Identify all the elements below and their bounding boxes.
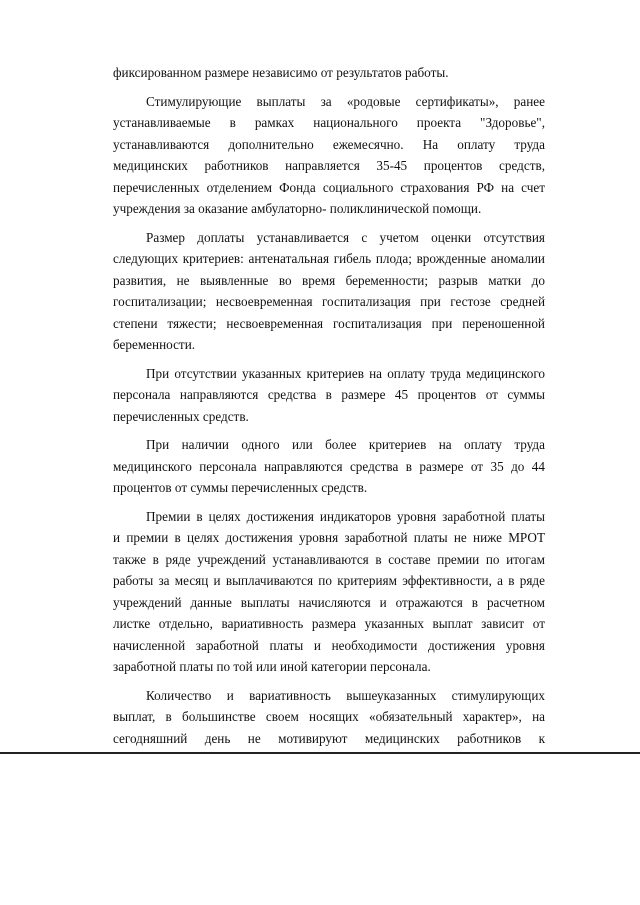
text-line: работы за месяц и выплачиваются по критериям эффективности, а в ряде xyxy=(113,573,545,588)
paragraph-gap xyxy=(113,678,545,685)
text-line: При наличии одного или более критериев на оплату труда xyxy=(146,437,545,452)
text-line: Стимулирующие выплаты за «родовые сертификаты», ранее xyxy=(146,93,545,109)
text-line: степени тяжести; несвоевременная госпитализация при переношенной xyxy=(113,315,545,331)
text-line: выплат, в большинстве своем носящих «обязательный характер», на xyxy=(113,709,545,724)
text-line: Количество и вариативность вышеуказанных стимулирующих xyxy=(146,687,545,703)
text-line: медицинских работников направляется 35-45 процентов средств, xyxy=(113,158,545,173)
paragraph-presence-of-criteria xyxy=(113,434,545,499)
text-line: устанавливаются дополнительно ежемесячно. На оплату труда xyxy=(113,136,545,152)
paragraph-criteria xyxy=(113,227,545,356)
text-line: следующих критериев: антенатальная гибель плода; врожденные аномалии xyxy=(113,251,545,266)
text-line: медицинского персонала направляются средства в размере от 35 до 44 xyxy=(113,458,545,474)
text-line: учреждения за оказание амбулаторно- поликлинической помощи. xyxy=(113,201,482,216)
text-line: процентов от суммы перечисленных средств. xyxy=(113,480,368,495)
text-line: Премии в целях достижения индикаторов уровня заработной платы xyxy=(146,508,545,524)
footer-divider xyxy=(0,752,640,754)
paragraph-variability xyxy=(113,685,545,750)
document-body xyxy=(113,62,545,749)
paragraph-absence-of-criteria xyxy=(113,363,545,428)
text-line: При отсутствии указанных критериев на оплату труда медицинского xyxy=(146,365,545,381)
text-line: учреждений данные выплаты начисляются и отражаются в расчетном xyxy=(113,594,545,610)
paragraph-gap xyxy=(113,356,545,363)
text-line: фиксированном размере независимо от результатов работы. xyxy=(113,65,449,80)
text-line: сегодняшний день не мотивируют медицинских работников к xyxy=(113,730,545,746)
text-line: и премии в целях достижения уровня заработной платы не ниже МРОТ xyxy=(113,530,545,545)
paragraph-birth-certificates xyxy=(113,91,545,220)
text-line: заработной платы по той или иной категории персонала. xyxy=(113,659,431,674)
text-line: госпитализации; несвоевременная госпитализация при гестозе средней xyxy=(113,294,545,309)
text-line: также в ряде учреждений устанавливаются в составе премии по итогам xyxy=(113,551,545,567)
text-line: персонала направляются средства в размере 45 процентов от суммы xyxy=(113,387,545,402)
paragraph-gap xyxy=(113,427,545,434)
paragraph-bonuses xyxy=(113,506,545,678)
text-line: перечисленных средств. xyxy=(113,408,249,424)
paragraph-gap xyxy=(113,499,545,506)
text-line: развития, не выявленные во время беременности; разрыв матки до xyxy=(113,272,545,288)
paragraph-continuation xyxy=(113,62,545,84)
text-line: начисленной заработной платы и необходимости достижения уровня xyxy=(113,637,545,653)
text-line: листке отдельно, вариативность размера указанных выплат зависит от xyxy=(113,616,545,631)
text-line: перечисленных отделением Фонда социального страхования РФ на счет xyxy=(113,179,545,195)
text-line: Размер доплаты устанавливается с учетом оценки отсутствия xyxy=(146,229,545,245)
text-line: устанавливаемые в рамках национального проекта "Здоровье", xyxy=(113,115,545,130)
text-line: беременности. xyxy=(113,337,196,352)
paragraph-gap xyxy=(113,84,545,91)
paragraph-gap xyxy=(113,220,545,227)
